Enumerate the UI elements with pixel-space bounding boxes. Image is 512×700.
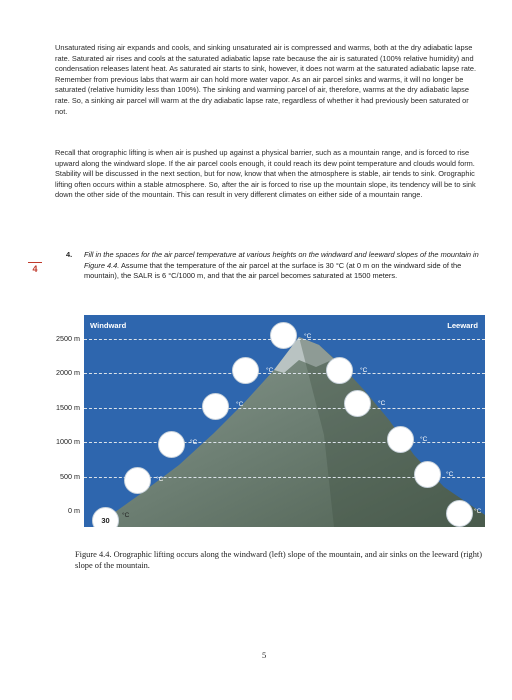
unit-label: °C — [304, 333, 312, 340]
height-label-1000: 1000 m — [56, 437, 80, 446]
height-label-0: 0 m — [68, 506, 80, 515]
question-lead: Fill in the spaces for the air parcel temperature at various heights on the windward and leeward slopes of the mountain in Figure 4.4. — [84, 250, 479, 270]
height-label-500: 500 m — [60, 472, 80, 481]
margin-note-mark: 4 — [28, 262, 42, 274]
leeward-temp-500m[interactable] — [414, 461, 441, 488]
height-label-2000: 2000 m — [56, 368, 80, 377]
windward-label: Windward — [90, 321, 127, 330]
unit-label: °C — [378, 400, 386, 407]
leeward-temp-0m[interactable] — [446, 500, 473, 527]
unit-label: °C — [156, 476, 164, 483]
question-text — [84, 250, 479, 282]
unit-label: °C — [266, 367, 274, 374]
leeward-label: Leeward — [447, 321, 478, 330]
caption-title: Figure 4.4. — [75, 550, 112, 559]
unit-label: °C — [420, 436, 428, 443]
body-paragraph-1: Unsaturated rising air expands and cools, and sinking unsaturated air is compressed and warms, both at the dry adiabatic lapse rate. Saturated air rises and cools at the saturated adiabatic lapse rate because the air is saturated (100% relative humidity) and condensation releases latent heat. As saturated air starts to sink, however, it does not warm at the saturated adiabatic lapse rate. Remember from previous labs that warm air can hold more water vapor. As an air parcel sinks and warms, it will no longer be saturated (relative humidity less than 100%). The sinking and warming parcel of air, therefore, warms at the dry adiabatic lapse rate. So, a sinking air parcel will warm at the dry adiabatic lapse rate, regardless of whether it had previously been saturated or not. — [55, 43, 477, 116]
height-label-2500: 2500 m — [56, 334, 80, 343]
caption-text: Orographic lifting occurs along the windward (left) slope of the mountain, and air sinks on the leeward (right) slope of the mountain. — [75, 550, 483, 570]
unit-label: °C — [190, 439, 198, 446]
orographic-lifting-figure — [84, 315, 485, 527]
question-rest: Assume that the temperature of the air parcel at the surface is 30 °C (at 0 m on the windward side of the mountain), the SALR is 6 °C/1000 m, and that the air parcel becomes saturated at 1500 meters. — [84, 260, 462, 281]
gridline-1500 — [84, 408, 485, 409]
windward-temp-2000m[interactable] — [232, 357, 259, 384]
height-label-1500: 1500 m — [56, 403, 80, 412]
windward-temp-500m[interactable] — [124, 467, 151, 494]
leeward-temp-2000m[interactable] — [326, 357, 353, 384]
unit-label: °C — [236, 401, 244, 408]
gridline-2000 — [84, 373, 485, 374]
windward-temp-0m[interactable]: 30 — [92, 507, 119, 527]
question-number: 4. — [66, 250, 73, 259]
unit-label: °C — [474, 508, 482, 515]
body-paragraph-2: Recall that orographic lifting is when air is pushed up against a physical barrier, such as a mountain range, and is forced to rise upward along the windward slope. If the air parcel cools enough, it could reach its dew point temperature and clouds would form. Stability will be discussed in the next section, but for now, know that when the atmosphere is stable, air tends to sink. Orographic lifting often occurs within a stable atmosphere. So, after the air is forced to rise up the mountain slope, its tendency will be to sink down the other side of the mountain. This can result in very different climates on either side of a mountain range. — [55, 148, 476, 200]
unit-label: °C — [122, 512, 130, 519]
figure-caption — [75, 549, 495, 571]
windward-temp-1000m[interactable] — [158, 431, 185, 458]
unit-label: °C — [446, 471, 454, 478]
summit-temp-2500m[interactable] — [270, 322, 297, 349]
page-number: 5 — [262, 650, 267, 660]
leeward-temp-1000m[interactable] — [387, 426, 414, 453]
leeward-temp-1500m[interactable] — [344, 390, 371, 417]
unit-label: °C — [360, 367, 368, 374]
windward-temp-1500m[interactable] — [202, 393, 229, 420]
